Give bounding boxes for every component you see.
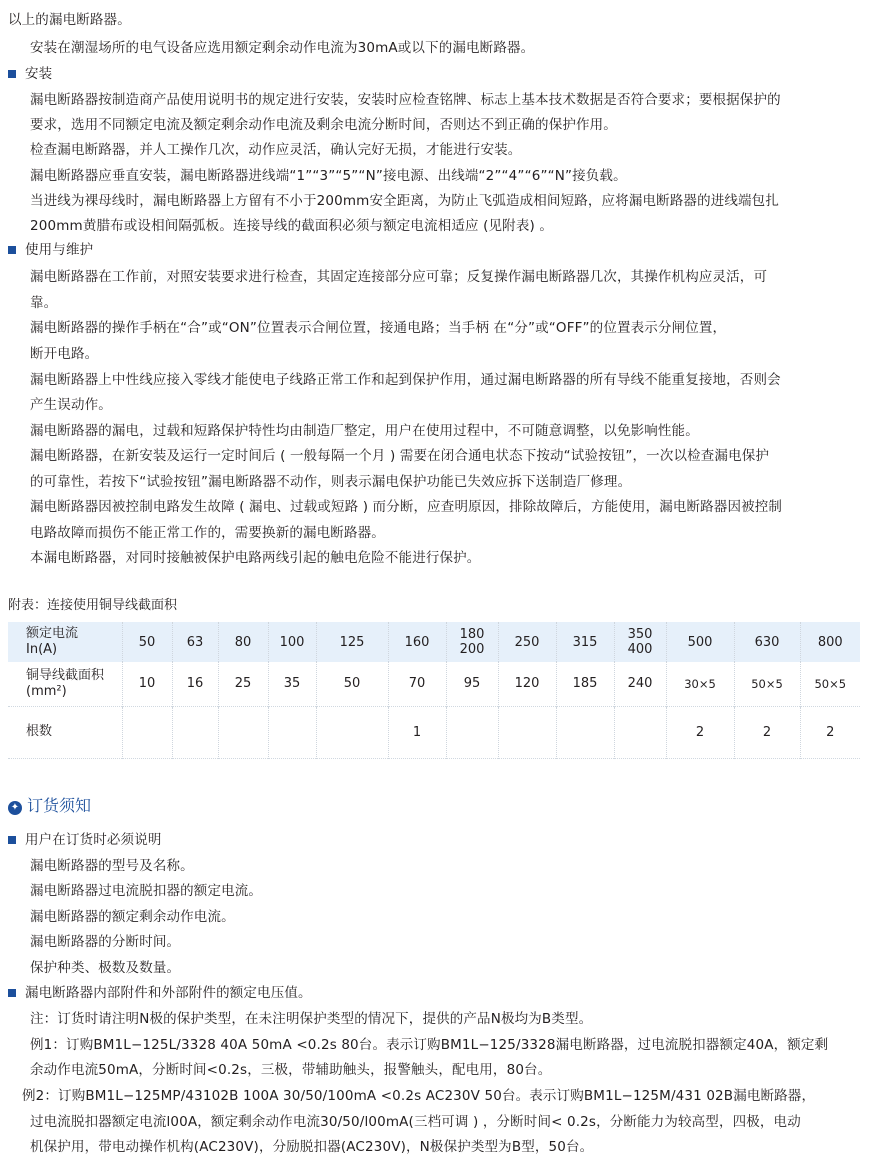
table-cell: 70 (388, 662, 446, 706)
table-cell: 100 (268, 622, 316, 662)
table-cell: 80 (218, 622, 268, 662)
text-line: 漏电断路器的型号及名称。 (30, 858, 194, 874)
table-cell: 185 (556, 662, 614, 706)
text-line: 机保护用，带电动操作机构(AC230V)，分励脱扣器(AC230V)，N极保护类型为B型，50台。 (30, 1139, 594, 1155)
text-line: 漏电断路器，在新安装及运行一定时间后 ( 一般每隔一个月 ) 需要在闭合通电状态下按动“试验按钮”，一次以检查漏电保护 (30, 448, 770, 464)
text-line: 漏电断路器按制造商产品使用说明书的规定进行安装，安装时应检查铭牌、标志上基本技术数据是否符合要求；要根据保护的 (30, 92, 781, 108)
text-line: 电路故障而损伤不能正常工作的，需要换新的漏电断路器。 (30, 525, 385, 541)
table-cell: 50 (316, 662, 388, 706)
table-row (8, 706, 860, 758)
row-label: 根数 (8, 706, 122, 758)
text-line: 安装在潮湿场所的电气设备应选用额定剩余动作电流为30mA或以下的漏电断路器。 (30, 40, 535, 56)
table-cell: 95 (446, 662, 498, 706)
text-line: 注：订货时请注明N极的保护类型，在未注明保护类型的情况下，提供的产品N极均为B类型。 (30, 1011, 593, 1027)
text-line: 漏电断路器上中性线应接入零线才能使电子线路正常工作和起到保护作用，通过漏电断路器的所有导线不能重复接地，否则会 (30, 372, 781, 388)
install-heading: 安装 (8, 62, 52, 82)
text-line: 要求，选用不同额定电流及额定剩余动作电流及剩余电流分断时间，否则达不到正确的保护作用。 (30, 117, 617, 133)
stacked-value (460, 627, 485, 657)
table-cell: 2 (826, 724, 835, 740)
order-sub-heading: 用户在订货时必须说明 (8, 828, 162, 848)
bullet-square-icon (8, 836, 16, 844)
text-line: 漏电断路器的漏电，过载和短路保护特性均由制造厂整定，用户在使用过程中，不可随意调整，以免影响性能。 (30, 423, 699, 439)
text-line: 以上的漏电断路器。 (8, 12, 131, 28)
table-cell (268, 706, 316, 758)
table-cell: 35 (268, 662, 316, 706)
table-cell (172, 706, 218, 758)
table-cell: 240 (614, 662, 666, 706)
row-label: 额定电流 In(A) (8, 622, 122, 662)
text-line: 靠。 (30, 295, 58, 311)
text-line: 漏电断路器的操作手柄在“合”或“ON”位置表示合闸位置，接通电路；当手柄 在“分”或“OFF”的位置表示分闸位置， (30, 320, 727, 336)
table-cell (446, 706, 498, 758)
table-cell: 125 (316, 622, 388, 662)
text-line: 保护种类、极数及数量。 (30, 960, 181, 976)
order-heading: ✦ 订货须知 (8, 793, 91, 816)
stacked-value-part: 400 (627, 642, 653, 657)
table-cell: 30×5 (666, 662, 734, 706)
text-line: 本漏电断路器，对同时接触被保护电路两线引起的触电危险不能进行保护。 (30, 550, 481, 566)
table-cell (316, 706, 388, 758)
table-cell: 120 (498, 662, 556, 706)
text-line: 断开电路。 (30, 346, 99, 362)
stacked-value-part: 180 (459, 627, 485, 642)
text-line: 产生误动作。 (30, 397, 112, 413)
table-cell: 500 (666, 622, 734, 662)
stacked-value (628, 627, 653, 657)
table-cell: 63 (172, 622, 218, 662)
use-heading: 使用与维护 (8, 238, 93, 258)
text-line: 漏电断路器因被控制电路发生故障 ( 漏电、过载或短路 ) 而分断，应查明原因，排除故障后，方能使用，漏电断路器因被控制 (30, 499, 783, 515)
table-row (8, 662, 860, 706)
bullet-square-icon (8, 246, 16, 254)
table-cell-stacked (614, 622, 666, 662)
text-line: 过电流脱扣器额定电流l00A，额定剩余动作电流30/50/l00mA(三档可调 ) ，分断时间< 0.2s，分断能力为较高型，四极，电动 (30, 1114, 801, 1130)
table-cell: 10 (122, 662, 172, 706)
text-line: 漏电断路器的额定剩余动作电流。 (30, 909, 235, 925)
text-line: 例2：订购BM1L−125MP/43102B 100A 30/50/100mA <0.2s AC230V 50台。表示订购BM1L−125M/431 02B漏电断路器， (22, 1088, 816, 1104)
table-cell: 630 (734, 622, 800, 662)
table-cell: 800 (817, 634, 843, 650)
star-icon: ✦ (8, 801, 22, 815)
text-line: 漏电断路器的分断时间。 (30, 934, 181, 950)
bullet-square-icon (8, 70, 16, 78)
stacked-value-part: 350 (627, 627, 653, 642)
table-title: 附表：连接使用铜导线截面积 (8, 598, 178, 613)
table-cell (614, 706, 666, 758)
table-cell: 16 (172, 662, 218, 706)
bullet-square-icon (8, 989, 16, 997)
text-line: 余动作电流50mA，分断时间<0.2s，三极，带辅助触头，报警触头，配电用，80台。 (30, 1062, 552, 1078)
table-cell: 2 (666, 706, 734, 758)
table-cell: 2 (734, 706, 800, 758)
table-cell: 50 (122, 622, 172, 662)
text-line: 的可靠性，若按下“试验按钮”漏电断路器不动作，则表示漏电保护功能已失效应拆下送制造厂修理。 (30, 474, 632, 490)
table-cell: 160 (388, 622, 446, 662)
text-line: 漏电断路器应垂直安装，漏电断路器进线端“1”“3”“5”“N”接电源、出线端“2”“4”“6”“N”接负载。 (30, 168, 627, 184)
table-row (8, 622, 860, 662)
order-sub-heading: 漏电断路器内部附件和外部附件的额定电压值。 (8, 981, 312, 1001)
table-cell (122, 706, 172, 758)
table-cell: 250 (498, 622, 556, 662)
table-cell: 1 (388, 706, 446, 758)
table-cell-stacked (446, 622, 498, 662)
row-label: 铜导线截面积 (mm²) (8, 662, 122, 706)
table-cell: 25 (218, 662, 268, 706)
text-line: 例1：订购BM1L−125L/3328 40A 50mA <0.2s 80台。表示订购BM1L−125/3328漏电断路器，过电流脱扣器额定40A，额定剩 (30, 1037, 829, 1053)
table-cell (218, 706, 268, 758)
stacked-value-part: 200 (459, 642, 485, 657)
text-line: 检查漏电断路器，并人工操作几次，动作应灵活，确认完好无损，才能进行安装。 (30, 142, 522, 158)
text-line: 当进线为裸母线时，漏电断路器上方留有不小于200mm安全距离，为防止飞弧造成相间短路，应将漏电断路器的进线端包扎 (30, 193, 779, 209)
text-line: 漏电断路器在工作前，对照安装要求进行检查，其固定连接部分应可靠；反复操作漏电断路器几次，其操作机构应灵活，可 (30, 269, 768, 285)
copper-wire-table (8, 622, 860, 759)
table-cell (556, 706, 614, 758)
table-cell: 50×5 (734, 662, 800, 706)
text-line: 200mm黄腊布或设相间隔弧板。连接导线的截面积必须与额定电流相适应 (见附表) 。 (30, 218, 553, 234)
table-cell: 50×5 (814, 676, 847, 691)
table-cell: 315 (556, 622, 614, 662)
text-line: 漏电断路器过电流脱扣器的额定电流。 (30, 883, 263, 899)
table-cell (498, 706, 556, 758)
